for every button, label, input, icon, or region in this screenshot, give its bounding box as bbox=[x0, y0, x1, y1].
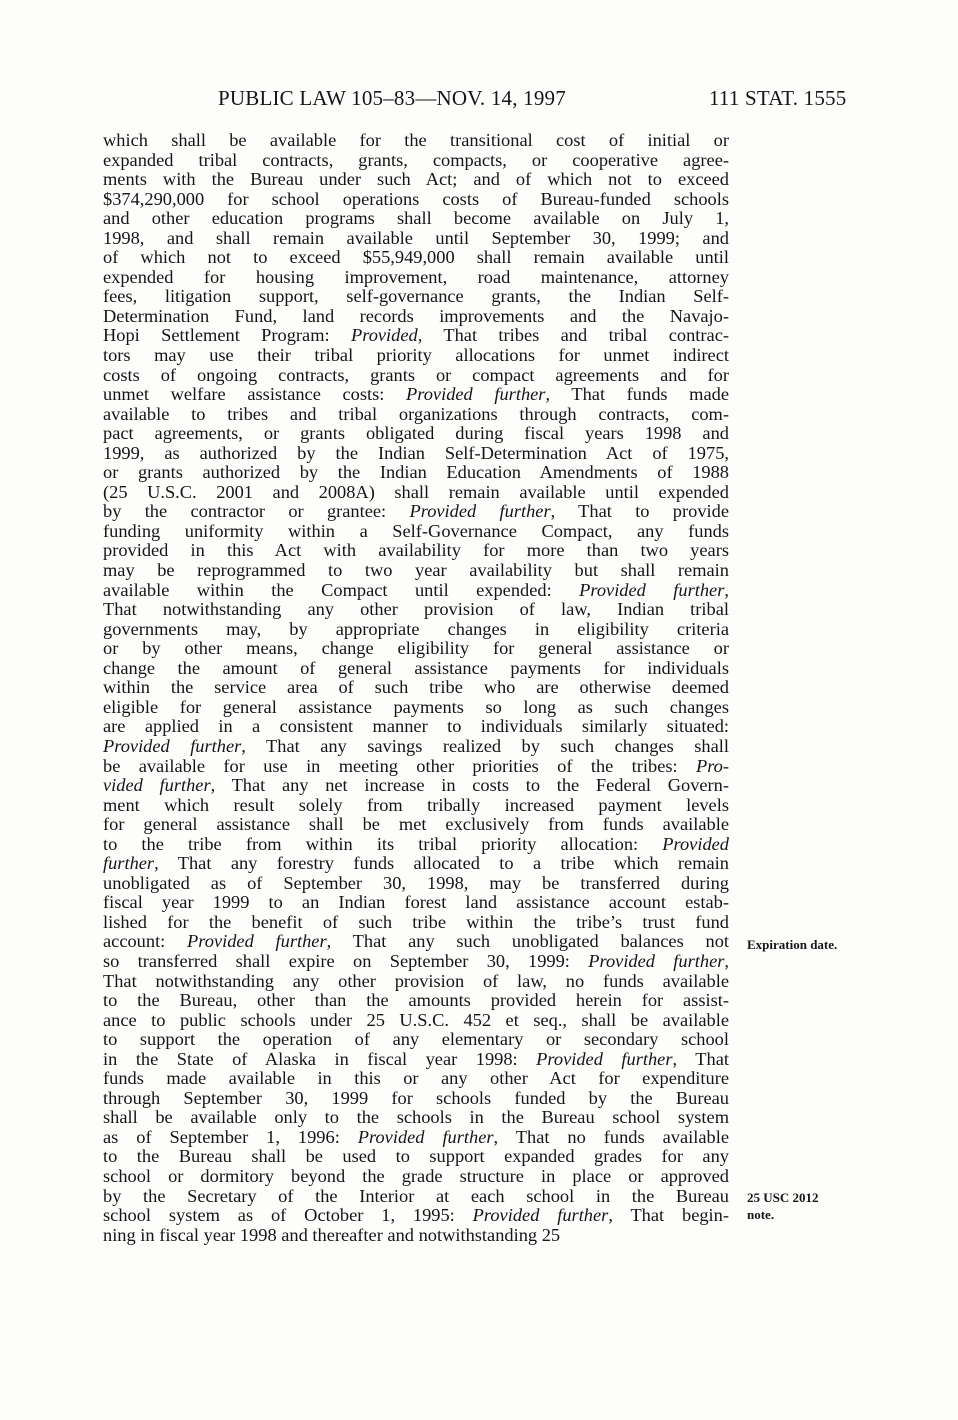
text-line bbox=[103, 1128, 729, 1148]
text-segment: school system as of October 1, 1995: bbox=[103, 1205, 473, 1226]
text-line bbox=[103, 561, 729, 581]
text-line bbox=[103, 815, 729, 835]
text-line bbox=[103, 1187, 729, 1207]
text-line bbox=[103, 268, 729, 288]
text-segment: available to tribes and tribal organizations through contracts, com- bbox=[103, 403, 729, 424]
text-segment: to the Bureau, other than the amounts provided herein for assist- bbox=[103, 990, 729, 1011]
proviso-italic: Provided further bbox=[588, 950, 725, 971]
proviso-italic: further bbox=[103, 853, 155, 874]
text-line bbox=[103, 1011, 729, 1031]
text-line bbox=[103, 190, 729, 210]
text-segment: shall be available only to the schools in the Bureau school system bbox=[103, 1107, 729, 1128]
text-segment: through September 30, 1999 for schools funded by the Bureau bbox=[103, 1087, 729, 1108]
text-segment: fiscal year 1999 to an Indian forest land assistance account estab- bbox=[103, 892, 729, 913]
text-segment: change the amount of general assistance payments for individuals bbox=[103, 657, 729, 678]
text-line bbox=[103, 424, 729, 444]
text-line bbox=[103, 405, 729, 425]
text-line bbox=[103, 796, 729, 816]
statutes-page-number: 111 STAT. 1555 bbox=[709, 86, 847, 110]
text-line bbox=[103, 1167, 729, 1187]
proviso-italic: Provided further bbox=[409, 501, 551, 522]
proviso-italic: Provided bbox=[350, 325, 418, 346]
text-line bbox=[103, 444, 729, 464]
proviso-italic: Provided further bbox=[579, 579, 725, 600]
text-line bbox=[103, 502, 729, 522]
text-segment: , That no funds available bbox=[493, 1126, 729, 1147]
text-segment: funding uniformity within a Self-Governance Compact, any funds bbox=[103, 520, 729, 541]
proviso-italic: Provided bbox=[662, 833, 729, 854]
proviso-italic: Pro- bbox=[695, 755, 729, 776]
text-line bbox=[103, 326, 729, 346]
text-segment: pact agreements, or grants obligated during fiscal years 1998 and bbox=[103, 423, 729, 444]
text-segment: ance to public schools under 25 U.S.C. 452 et seq., shall be available bbox=[103, 1009, 729, 1030]
text-line bbox=[103, 659, 729, 679]
text-segment: eligible for general assistance payments so long as such changes bbox=[103, 696, 729, 717]
text-segment: $374,290,000 for school operations costs of Bureau-funded schools bbox=[103, 188, 729, 209]
text-line bbox=[103, 463, 729, 483]
text-segment: funds made available in this or any other Act for expenditure bbox=[103, 1068, 729, 1089]
margin-note-usc-citation bbox=[747, 1189, 819, 1223]
text-segment: or by other means, change eligibility for general assistance or bbox=[103, 638, 729, 659]
text-segment: for general assistance shall be met exclusively from funds available bbox=[103, 814, 729, 835]
text-line bbox=[103, 1069, 729, 1089]
text-segment: That notwithstanding any other provision of law, no funds available bbox=[103, 970, 729, 991]
text-line bbox=[103, 874, 729, 894]
text-line bbox=[103, 835, 729, 855]
text-segment: ment which result solely from tribally increased payment levels bbox=[103, 794, 729, 815]
text-segment: , That any net increase in costs to the Federal Govern- bbox=[210, 775, 730, 796]
text-segment: (25 U.S.C. 2001 and 2008A) shall remain available until expended bbox=[103, 481, 729, 502]
proviso-italic: Provided further bbox=[536, 1048, 673, 1069]
text-segment: in the State of Alaska in fiscal year 1998: bbox=[103, 1048, 537, 1069]
text-line bbox=[103, 913, 729, 933]
text-line bbox=[103, 209, 729, 229]
text-line bbox=[103, 1226, 729, 1246]
proviso-italic: Provided further bbox=[103, 735, 242, 756]
text-line bbox=[103, 346, 729, 366]
text-segment: 1998, and shall remain available until September 30, 1999; and bbox=[103, 227, 729, 248]
text-line bbox=[103, 248, 729, 268]
text-segment: ments with the Bureau under such Act; and of which not to exceed bbox=[103, 169, 729, 190]
text-segment: are applied in a consistent manner to individuals similarly situated: bbox=[103, 716, 729, 737]
text-line bbox=[103, 854, 729, 874]
text-segment: , That tribes and tribal contrac- bbox=[417, 325, 729, 346]
text-segment: Hopi Settlement Program: bbox=[103, 325, 351, 346]
text-segment: , That any savings realized by such changes shall bbox=[241, 735, 729, 756]
text-line bbox=[103, 991, 729, 1011]
text-line bbox=[103, 483, 729, 503]
text-segment: That notwithstanding any other provision of law, Indian tribal bbox=[103, 599, 729, 620]
text-line bbox=[103, 151, 729, 171]
text-line bbox=[103, 287, 729, 307]
public-law-citation: PUBLIC LAW 105–83—NOV. 14, 1997 bbox=[218, 86, 566, 110]
text-segment: school or dormitory beyond the grade structure in place or approved bbox=[103, 1165, 729, 1186]
text-segment: , bbox=[724, 950, 730, 971]
margin-note-expiration: Expiration date. bbox=[747, 937, 838, 952]
text-segment: so transferred shall expire on September 30, 1999: bbox=[103, 950, 589, 971]
text-segment: , That to provide bbox=[550, 501, 729, 522]
text-segment: lished for the benefit of such tribe within the tribe’s trust fund bbox=[103, 911, 729, 932]
text-line bbox=[103, 366, 729, 386]
text-line bbox=[103, 131, 729, 151]
proviso-italic: Provided further bbox=[357, 1126, 494, 1147]
text-segment: provided in this Act with availability for more than two years bbox=[103, 540, 729, 561]
margin-note-usc-line-1: 25 USC 2012 bbox=[747, 1190, 819, 1205]
text-line bbox=[103, 1147, 729, 1167]
text-line bbox=[103, 170, 729, 190]
text-line bbox=[103, 1030, 729, 1050]
text-line bbox=[103, 932, 729, 952]
text-segment: expended for housing improvement, road maintenance, attorney bbox=[103, 266, 729, 287]
statute-body-text bbox=[103, 131, 729, 1245]
text-line bbox=[103, 1108, 729, 1128]
text-segment: and other education programs shall become available on July 1, bbox=[103, 208, 729, 229]
margin-note-usc-line-2: note. bbox=[747, 1207, 775, 1222]
text-line bbox=[103, 385, 729, 405]
text-segment: unmet welfare assistance costs: bbox=[103, 384, 407, 405]
text-segment: , That any such unobligated balances not bbox=[326, 931, 730, 952]
text-segment: , That any forestry funds allocated to a tribe which remain bbox=[154, 853, 729, 874]
text-segment: of which not to exceed $55,949,000 shall remain available until bbox=[103, 247, 729, 268]
text-segment: Determination Fund, land records improvements and the Navajo- bbox=[103, 305, 729, 326]
text-line bbox=[103, 541, 729, 561]
text-line bbox=[103, 522, 729, 542]
text-segment: costs of ongoing contracts, grants or compact agreements and for bbox=[103, 364, 729, 385]
text-line bbox=[103, 1089, 729, 1109]
text-line bbox=[103, 972, 729, 992]
text-segment: within the service area of such tribe who are otherwise deemed bbox=[103, 677, 729, 698]
text-segment: or grants authorized by the Indian Education Amendments of 1988 bbox=[103, 462, 729, 483]
text-line bbox=[103, 776, 729, 796]
text-segment: fees, litigation support, self-governance grants, the Indian Self- bbox=[103, 286, 729, 307]
text-segment: by the contractor or grantee: bbox=[103, 501, 410, 522]
text-line bbox=[103, 678, 729, 698]
text-line bbox=[103, 639, 729, 659]
running-header bbox=[0, 83, 958, 113]
text-line bbox=[103, 952, 729, 972]
text-segment: tors may use their tribal priority allocations for unmet indirect bbox=[103, 345, 729, 366]
text-line bbox=[103, 600, 729, 620]
text-segment: , bbox=[724, 579, 729, 600]
text-segment: may be reprogrammed to two year availability but shall remain bbox=[103, 560, 729, 581]
text-line bbox=[103, 620, 729, 640]
text-segment: 1999, as authorized by the Indian Self-Determination Act of 1975, bbox=[103, 442, 729, 463]
text-segment: unobligated as of September 30, 1998, may be transferred during bbox=[103, 872, 729, 893]
text-segment: be available for use in meeting other priorities of the tribes: bbox=[103, 755, 696, 776]
proviso-italic: Provided further bbox=[187, 931, 327, 952]
text-segment: , That begin- bbox=[608, 1205, 729, 1226]
text-line bbox=[103, 229, 729, 249]
text-segment: governments may, by appropriate changes in eligibility criteria bbox=[103, 618, 729, 639]
text-segment: which shall be available for the transitional cost of initial or bbox=[103, 130, 729, 150]
proviso-italic: vided further bbox=[103, 775, 211, 796]
text-line bbox=[103, 1206, 729, 1226]
text-segment: to the Bureau shall be used to support expanded grades for any bbox=[103, 1146, 729, 1167]
text-line bbox=[103, 757, 729, 777]
text-segment: account: bbox=[103, 931, 188, 952]
proviso-italic: Provided further bbox=[472, 1205, 609, 1226]
text-segment: expanded tribal contracts, grants, compacts, or cooperative agree- bbox=[103, 149, 729, 170]
text-line bbox=[103, 1050, 729, 1070]
text-line bbox=[103, 717, 729, 737]
text-segment: ning in fiscal year 1998 and thereafter and notwithstanding 25 bbox=[103, 1224, 561, 1245]
text-segment: to support the operation of any elementary or secondary school bbox=[103, 1029, 729, 1050]
text-line bbox=[103, 581, 729, 601]
text-line bbox=[103, 737, 729, 757]
text-line bbox=[103, 307, 729, 327]
text-segment: available within the Compact until expended: bbox=[103, 579, 580, 600]
text-segment: as of September 1, 1996: bbox=[103, 1126, 358, 1147]
text-segment: , That bbox=[672, 1048, 729, 1069]
text-segment: by the Secretary of the Interior at each school in the Bureau bbox=[103, 1185, 729, 1206]
proviso-italic: Provided further bbox=[406, 384, 546, 405]
text-segment: , That funds made bbox=[545, 384, 729, 405]
text-segment: to the tribe from within its tribal priority allocation: bbox=[103, 833, 663, 854]
text-line bbox=[103, 698, 729, 718]
text-line bbox=[103, 893, 729, 913]
